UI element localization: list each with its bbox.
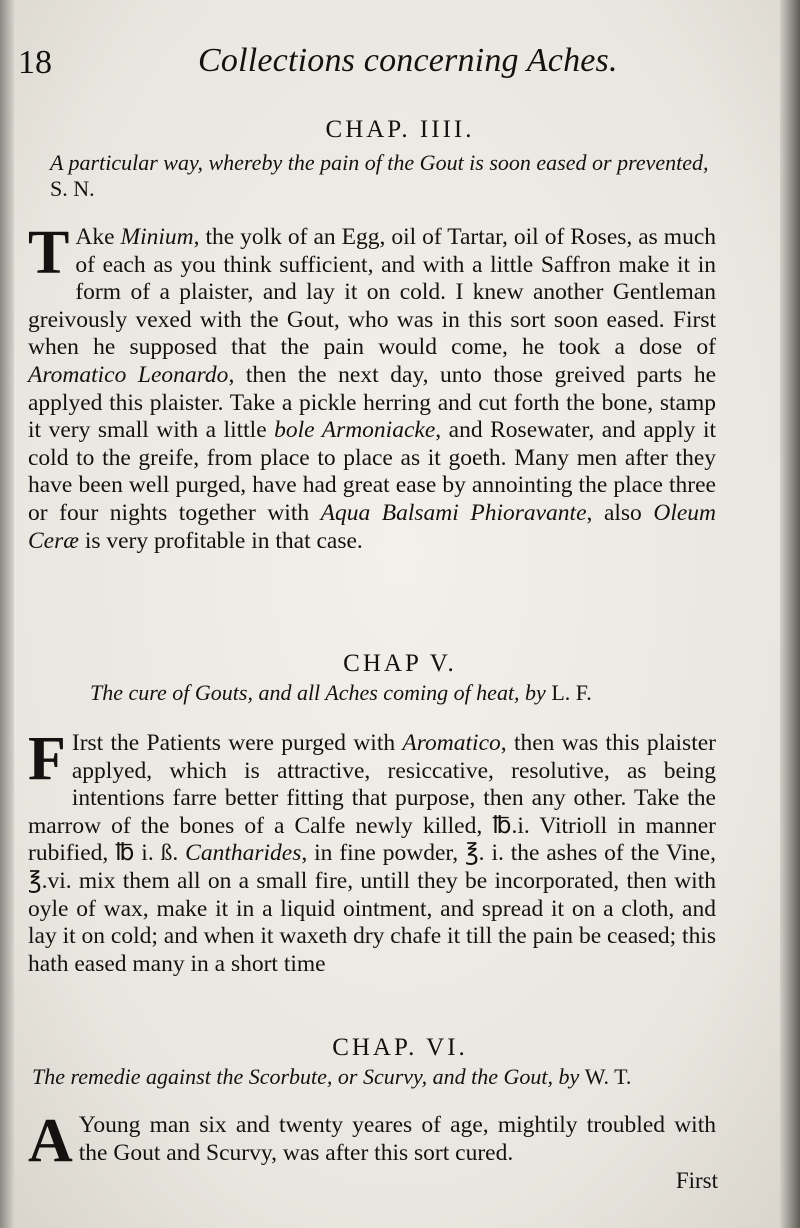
running-title: Collections concerning Aches. (198, 42, 618, 79)
drop-cap: A (28, 1107, 73, 1175)
body-text: is very profitable in that case. (78, 527, 363, 554)
latin-term: Oleum Ceræ (28, 499, 716, 554)
chapter-subtitle-text: The remedie against the Scorbute, or Scurvy, and the Gout, by (32, 1064, 580, 1089)
drop-cap: T (28, 219, 70, 287)
catchword: First (675, 1168, 718, 1193)
chapter-subtitle-text: The cure of Gouts, and all Aches coming of heat, by (90, 680, 546, 705)
chapter-subtitle (32, 1064, 732, 1090)
chapter-body (28, 219, 717, 555)
body-text: Young man six and twenty yeares of age, mightily troubled with the Gout and Scurvy, was after this sort cured. (78, 1112, 716, 1166)
chapter-subtitle (90, 680, 730, 706)
running-head (18, 38, 778, 88)
body-text: , then was this plaister applyed, which is attractive, resiccative, resolutive, as being intentions farre better fitting that purpose, then any other. Take the marrow of the bones of a Calfe newly killed, ℔.i. Vitrioll in manner rubified, ℔ i. ß. (28, 730, 716, 867)
latin-term: Minium (120, 224, 194, 250)
chapter-subtitle-text: A particular way, whereby the pain of the Gout is soon eased or prevented, (50, 150, 709, 175)
latin-term: Cantharides (185, 840, 302, 867)
body-text: Ake (75, 224, 121, 250)
chapter-subtitle-initials: S. N. (50, 176, 95, 201)
chapter-heading: CHAP. IIII. (325, 116, 475, 143)
chapter-body (28, 725, 716, 978)
latin-term: bole Armoniacke (274, 417, 436, 444)
body-text: , the yolk of an Egg, oil of Tartar, oil of Roses, as much of each as you think sufficient, and with a little Saffron make it in form of a plaister, and lay it on cold. I knew another Gentleman greivously vexed with the Gout, who was in this sort soon eased. First when he supposed that the pain would come, he took a dose of (28, 224, 717, 361)
page-number: 18 (18, 44, 52, 81)
chapter-heading: CHAP V. (343, 650, 457, 677)
chapter-subtitle (50, 150, 710, 202)
chapter-heading: CHAP. VI. (332, 1034, 468, 1061)
latin-term: Aromatico Leonardo (28, 361, 229, 388)
chapter-body (28, 1107, 716, 1175)
latin-term: Aromatico (402, 730, 501, 756)
body-text: , then the next day, unto those greived parts he applyed this plaister. Take a pickle herring and cut forth the bone, stamp it very small with a little (28, 361, 716, 444)
latin-term: Aqua Balsami Phioravante (320, 499, 587, 526)
body-text: , and Rosewater, and apply it cold to the greife, from place to place as it goeth. Many men after they have been well purged, have had great ease by annointing the place three or four nights together with (28, 417, 717, 526)
chapter-subtitle-initials: L. F. (551, 680, 592, 705)
drop-cap: F (28, 725, 66, 793)
body-text: , also (586, 499, 654, 526)
body-text: Irst the Patients were purged with (71, 730, 403, 756)
chapter-subtitle-initials: W. T. (584, 1064, 632, 1089)
body-text: , in fine powder, ℥. i. the ashes of the Vine, ℥.vi. mix them all on a small fire, untill they be incorporated, then with oyle of wax, make it in a liquid ointment, and spread it on a cloth, and lay it on cold; and when it waxeth dry chafe it till the pain be ceased; this hath eased many in a short time (28, 840, 716, 977)
